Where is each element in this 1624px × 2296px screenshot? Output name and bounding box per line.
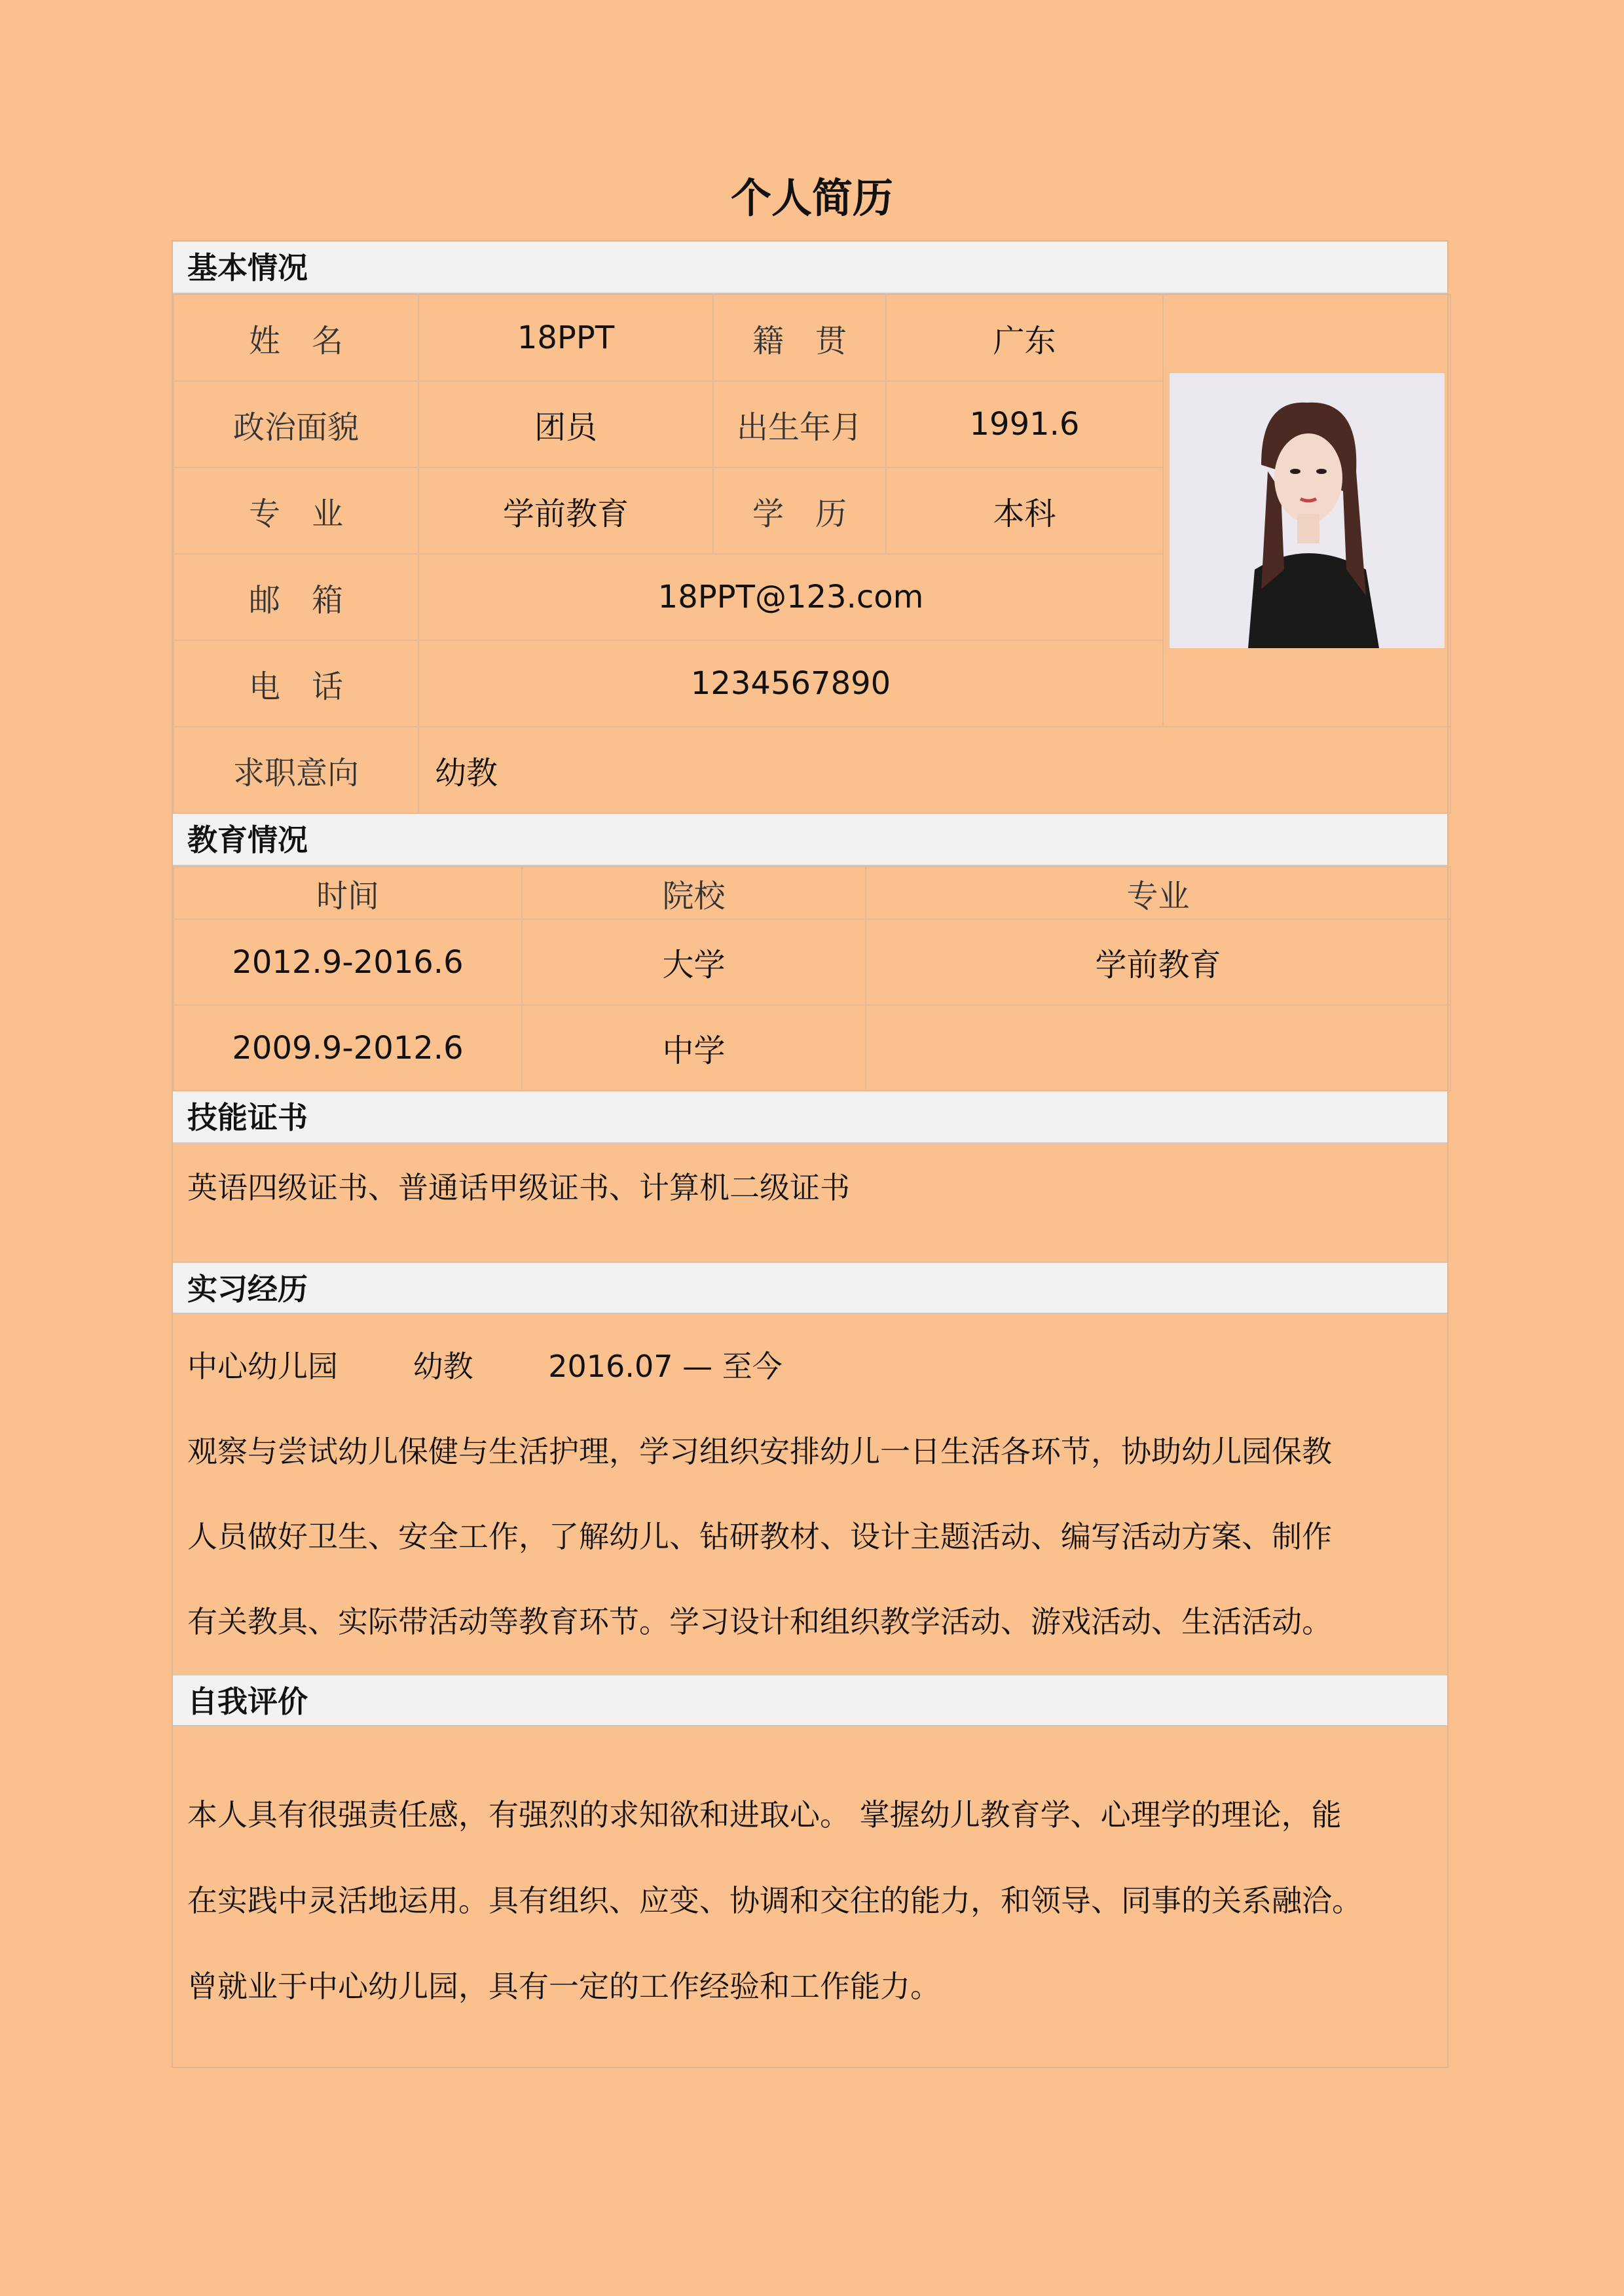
politics-label: 政治面貌 (174, 381, 418, 467)
education-time: 2009.9-2012.6 (174, 1005, 522, 1091)
education-school: 大学 (522, 919, 866, 1005)
evaluation-line: 曾就业于中心幼儿园，具有一定的工作经验和工作能力。 (187, 1969, 940, 2004)
degree-label: 学 历 (713, 467, 886, 554)
education-col-school: 院校 (522, 867, 866, 919)
name-label: 姓 名 (174, 295, 418, 381)
phone-value: 1234567890 (418, 640, 1163, 727)
internship-period: 2016.07 — 至今 (548, 1349, 783, 1384)
section-heading-basic: 基本情况 (173, 242, 1447, 294)
table-row (174, 1005, 1450, 1091)
education-major (866, 1005, 1450, 1091)
internship-role: 幼教 (413, 1349, 473, 1384)
degree-value: 本科 (886, 467, 1163, 554)
internship-company: 中心幼儿园 (187, 1349, 338, 1384)
major-value: 学前教育 (418, 467, 713, 554)
photo-cell (1163, 295, 1450, 727)
birth-value: 1991.6 (886, 381, 1163, 467)
email-value: 18PPT@123.com (418, 554, 1163, 640)
name-value: 18PPT (418, 295, 713, 381)
intent-label: 求职意向 (174, 727, 418, 813)
email-label: 邮 箱 (174, 554, 418, 640)
evaluation-block (173, 1726, 1447, 2067)
internship-line: 有关教具、实际带活动等教育环节。学习设计和组织教学活动、游戏活动、生活活动。 (187, 1604, 1332, 1639)
internship-meta (187, 1324, 1433, 1409)
section-heading-evaluation: 自我评价 (173, 1674, 1447, 1726)
section-heading-education: 教育情况 (173, 814, 1447, 866)
evaluation-line: 本人具有很强责任感，有强烈的求知欲和进取心。 掌握幼儿教育学、心理学的理论，能 (187, 1797, 1342, 1832)
education-school: 中学 (522, 1005, 866, 1091)
education-table (173, 866, 1451, 1091)
intent-value: 幼教 (418, 727, 1450, 813)
portrait-image (1170, 373, 1445, 648)
birth-label: 出生年月 (713, 381, 886, 467)
politics-value: 团员 (418, 381, 713, 467)
skills-text: 英语四级证书、普通话甲级证书、计算机二级证书 (187, 1170, 850, 1205)
section-heading-skills: 技能证书 (173, 1091, 1447, 1144)
education-col-time: 时间 (174, 867, 522, 919)
education-col-major: 专业 (866, 867, 1450, 919)
resume-document (172, 240, 1449, 2068)
profile-photo (1170, 373, 1445, 648)
basic-info-table (173, 294, 1451, 814)
education-time: 2012.9-2016.6 (174, 919, 522, 1005)
section-heading-internship: 实习经历 (173, 1262, 1447, 1314)
internship-block (173, 1314, 1447, 1674)
origin-label: 籍 贯 (713, 295, 886, 381)
table-row (174, 919, 1450, 1005)
evaluation-line: 在实践中灵活地运用。具有组织、应变、协调和交往的能力，和领导、同事的关系融洽。 (187, 1883, 1362, 1918)
origin-value: 广东 (886, 295, 1163, 381)
major-label: 专 业 (174, 467, 418, 554)
internship-line: 观察与尝试幼儿保健与生活护理，学习组织安排幼儿一日生活各环节，协助幼儿园保教 (187, 1434, 1332, 1469)
page-title: 个人简历 (730, 174, 893, 222)
internship-line: 人员做好卫生、安全工作，了解幼儿、钻研教材、设计主题活动、编写活动方案、制作 (187, 1519, 1332, 1554)
education-major: 学前教育 (866, 919, 1450, 1005)
phone-label: 电 话 (174, 640, 418, 727)
